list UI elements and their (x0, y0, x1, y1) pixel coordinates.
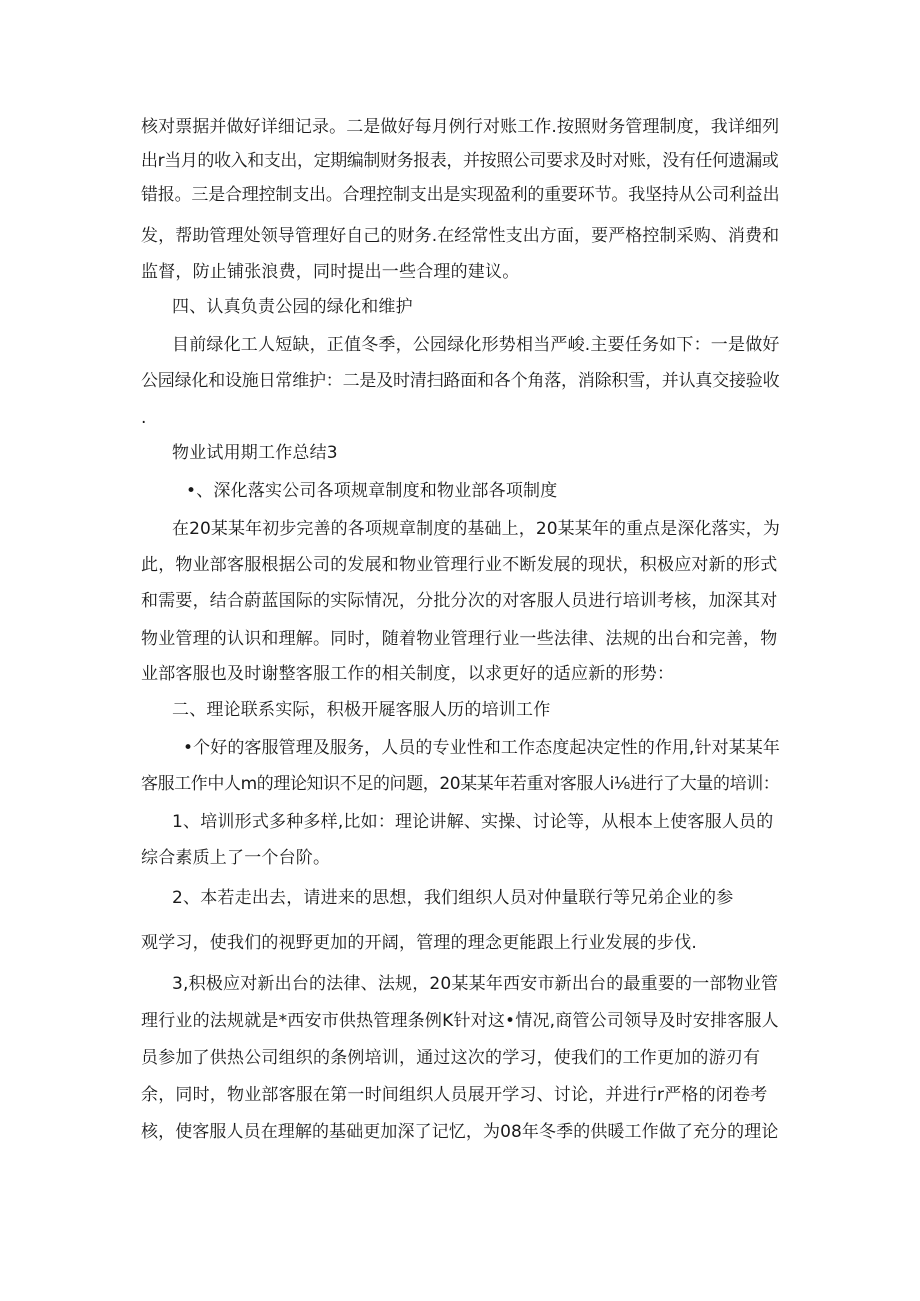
paragraph-line: 监督，防止铺张浪费，同时提出一些合理的建议。 (141, 262, 520, 282)
paragraph-line: 理行业的法规就是*西安市供热管理条例K针对这•情况,商管公司领导及时安排客服人 (141, 1011, 779, 1031)
paragraph-line: 综合素质上了一个台阶。 (141, 848, 331, 868)
paragraph-line: 核对票据并做好详细记录。二是做好每月例行对账工作.按照财务管理制度，我详细列 (141, 117, 780, 137)
paragraph-line: 客服工作中人m的理论知识不足的问题，20某某年若重对客服人i⅛进行了大量的培训： (141, 774, 780, 794)
list-item: 1、培训形式多种多样,比如：理论讲解、实操、讨论等，从根本上使客服人员的 (172, 812, 774, 832)
paragraph-line: 和需要，结合蔚蓝国际的实际情况，分批分次的对客服人员进行培训考核，加深其对 (141, 591, 778, 611)
section-heading: •、深化落实公司各项规章制度和物业部各项制度 (186, 481, 558, 501)
paragraph-line: 员参加了供热公司组织的条例培训，通过这次的学习，使我们的工作更加的游刃有 (141, 1048, 761, 1068)
paragraph-line: 错报。三是合理控制支出。合理控制支出是实现盈利的重要环节。我坚持从公司利益出 (141, 185, 780, 205)
paragraph-line: 出r当月的收入和支出，定期编制财务报表，并按照公司要求及时对账，没有任何遗漏或 (141, 151, 779, 171)
paragraph-line: 公园绿化和设施日常维护：二是及时清扫路面和各个角落，消除积雪，并认真交接验收 (141, 371, 780, 391)
paragraph-line: 核，使客服人员在理解的基础更加深了记忆，为08年冬季的供暖工作做了充分的理论 (141, 1122, 779, 1142)
paragraph-line: 余，同时，物业部客服在第一时间组织人员展开学习、讨论，并进行r严格的闭卷考 (141, 1085, 768, 1105)
section-heading: 二、理论联系实际，积极开屣客服人历的培训工作 (172, 700, 551, 720)
paragraph-line: 发，帮助管理处领导管理好自己的财务.在经常性支出方面，要严格控制采购、消费和 (141, 226, 780, 246)
paragraph-line: •个好的客服管理及服务，人员的专业性和工作态度起决定性的作用,针对某某年 (183, 738, 781, 758)
list-item: 3,积极应对新出台的法律、法规，20某某年西安市新出台的最重要的一部物业管 (172, 974, 779, 994)
section-heading: 四、认真负责公园的绿化和维护 (172, 297, 413, 317)
document-subtitle: 物业试用期工作总结3 (172, 443, 338, 463)
paragraph-line: 此，物业部客服根据公司的发展和物业管理行业不断发展的现状，积极应对新的形式 (141, 555, 778, 575)
paragraph-line: 在20某某年初步完善的各项规章制度的基础上，20某某年的重点是深化落实，为 (172, 519, 780, 539)
paragraph-line: 观学习，使我们的视野更加的开阔，管理的理念更能跟上行业发展的步伐. (141, 933, 698, 953)
paragraph-line: 目前绿化工人短缺，正值冬季，公园绿化形势相当严峻.主要任务如下：一是做好 (172, 335, 780, 355)
paragraph-line: 物业管理的认识和理解。同时，随着物业管理行业一些法律、法规的出台和完善，物 (141, 629, 778, 649)
paragraph-line: 业部客服也及时谢整客服工作的相关制度，以求更好的适应新的形势： (141, 664, 675, 684)
paragraph-line-period: . (141, 408, 147, 428)
list-item: 2、本若走出去，请进来的思想，我们组织人员对仲量联行等兄弟企业的参 (172, 888, 734, 908)
